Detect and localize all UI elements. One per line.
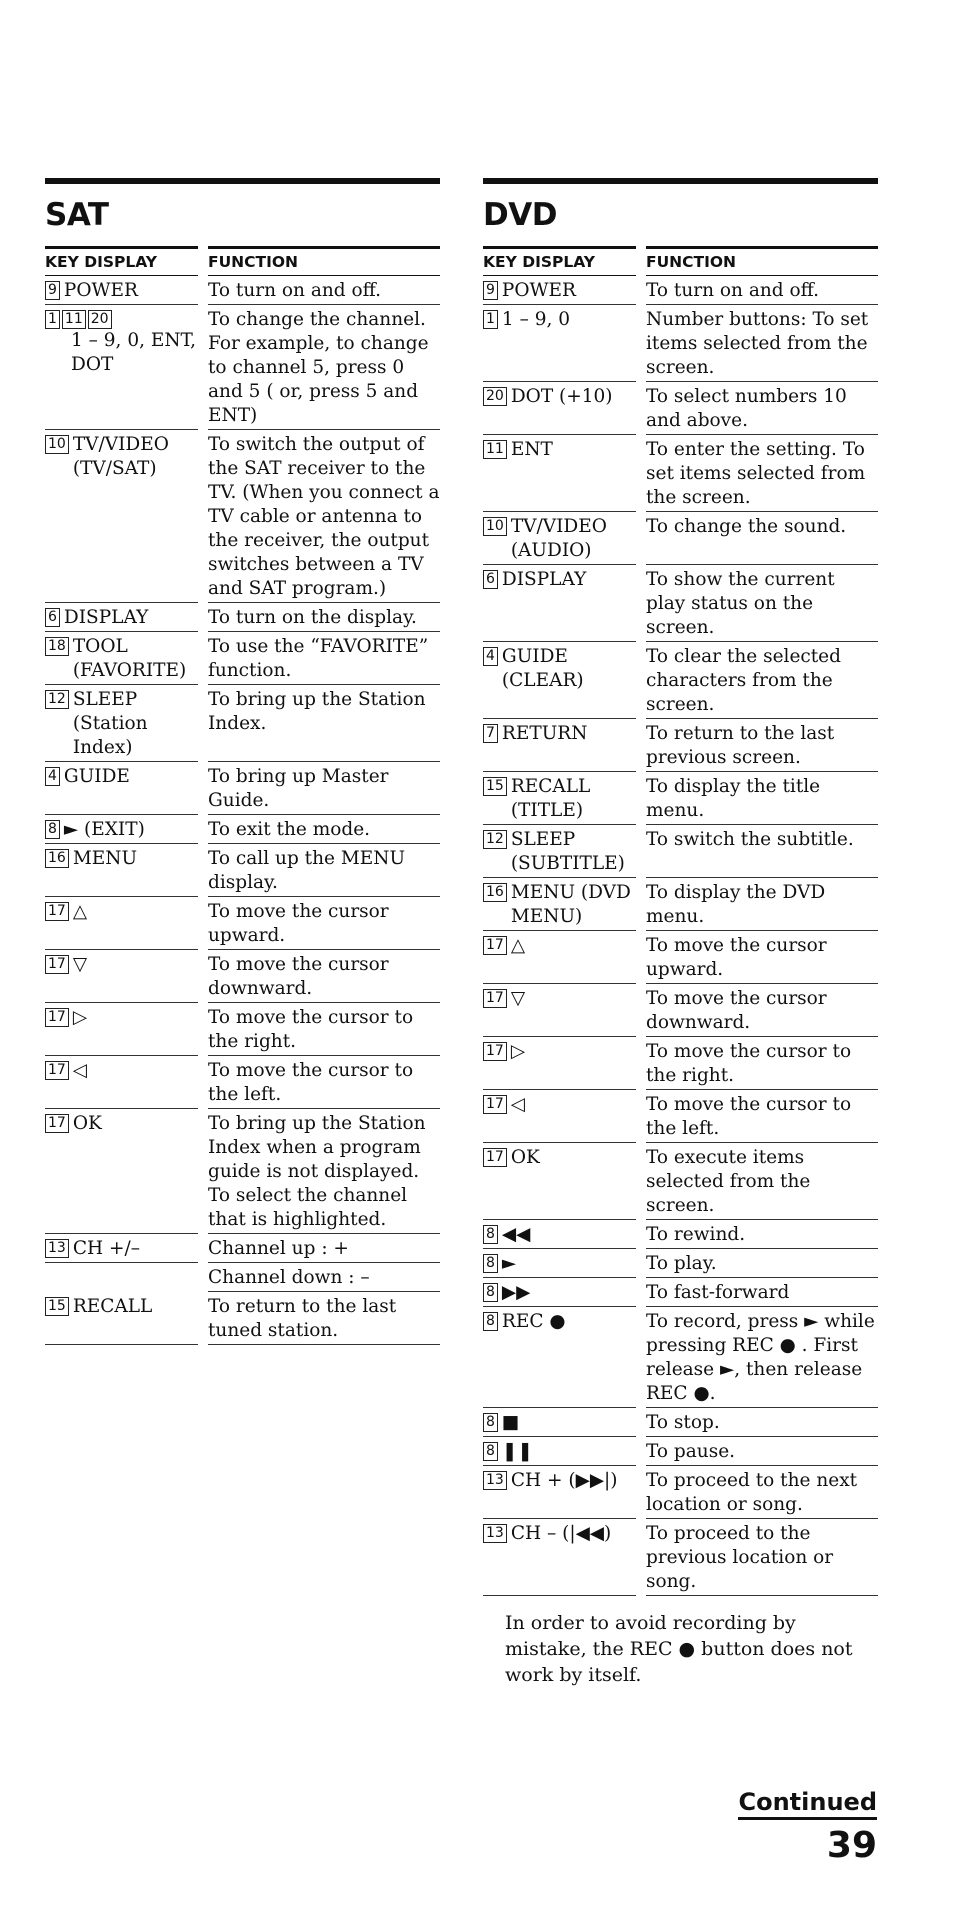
- table-row: [45, 1003, 440, 1056]
- key-number-badge: 6: [45, 608, 60, 627]
- function-cell: To move the cursor to the left.: [208, 1056, 440, 1109]
- key-display-cell: [45, 950, 198, 1003]
- key-name: OK: [510, 1147, 540, 1168]
- table-row: [45, 762, 440, 815]
- key-number-badge: 17: [45, 1061, 69, 1080]
- key-display-cell: [45, 632, 198, 685]
- key-display-cell: [45, 762, 198, 815]
- table-row: [483, 642, 878, 719]
- table-row: [483, 878, 878, 931]
- function-cell: To display the title menu.: [646, 772, 878, 825]
- key-name: ▽: [72, 954, 88, 975]
- function-cell: To switch the subtitle.: [646, 825, 878, 878]
- table-row: [483, 1408, 878, 1437]
- key-name: MENU: [72, 848, 138, 869]
- continued-label: Continued: [738, 1787, 877, 1820]
- table-row: [483, 825, 878, 878]
- function-cell: To proceed to the next location or song.: [646, 1466, 878, 1519]
- key-number-badge: 7: [483, 724, 498, 743]
- table-row: [483, 1437, 878, 1466]
- key-number-badge: 17: [483, 989, 507, 1008]
- function-cell: To return to the last previous screen.: [646, 719, 878, 772]
- key-name: RETURN: [501, 723, 588, 744]
- key-display-cell: [45, 815, 198, 844]
- key-number-badge: 6: [483, 570, 498, 589]
- function-cell: To call up the MENU display.: [208, 844, 440, 897]
- key-number-badge: 15: [483, 777, 507, 796]
- dvd-header-function: FUNCTION: [646, 246, 878, 276]
- key-name: CH – (|◀◀): [510, 1523, 612, 1544]
- table-row: [483, 984, 878, 1037]
- table-row: [483, 305, 878, 382]
- key-name: ▷: [510, 1041, 526, 1062]
- key-number-badge: 16: [45, 849, 69, 868]
- key-number-badge: 20: [483, 387, 507, 406]
- key-number-badge: 17: [45, 1008, 69, 1027]
- key-number-badge: 17: [483, 1042, 507, 1061]
- sat-section: [45, 178, 440, 1345]
- table-row: [483, 1249, 878, 1278]
- key-number-badge: 17: [483, 1095, 507, 1114]
- key-display-cell: [483, 382, 636, 435]
- function-cell: To enter the setting. To set items selected from the screen.: [646, 435, 878, 512]
- key-display-cell: [483, 1519, 636, 1596]
- key-number-badge: 17: [483, 936, 507, 955]
- key-number-badge: 17: [45, 902, 69, 921]
- function-cell: Channel down : –: [208, 1263, 440, 1292]
- table-row: [45, 685, 440, 762]
- dvd-table-header: [483, 246, 878, 276]
- key-number-badge: 8: [483, 1442, 498, 1461]
- page-number: 39: [826, 1825, 877, 1866]
- sat-title: SAT: [45, 197, 109, 233]
- dvd-table: [483, 276, 878, 1596]
- function-cell: To move the cursor to the right.: [646, 1037, 878, 1090]
- table-row: [483, 276, 878, 305]
- key-name: POWER: [501, 280, 576, 301]
- function-cell: To move the cursor to the left.: [646, 1090, 878, 1143]
- table-row: [45, 1292, 440, 1345]
- key-display-cell: [45, 305, 198, 430]
- key-name: REC ●: [501, 1311, 566, 1332]
- key-display-cell: [483, 642, 636, 719]
- table-row: [483, 512, 878, 565]
- key-number-badge: 17: [45, 955, 69, 974]
- key-number-badge: 9: [483, 281, 498, 300]
- key-display-cell: [483, 1220, 636, 1249]
- table-row: [45, 844, 440, 897]
- table-row: [483, 1466, 878, 1519]
- key-number-badge: 13: [483, 1524, 507, 1543]
- key-display-cell: [45, 844, 198, 897]
- key-display-cell: [483, 276, 636, 305]
- key-name: 1 – 9, 0: [501, 309, 571, 330]
- table-row: [483, 931, 878, 984]
- key-display-cell: [483, 512, 636, 565]
- key-display-cell: [483, 435, 636, 512]
- function-cell: To change the channel. For example, to change to channel 5, press 0 and 5 ( or, press 5 and ENT): [208, 305, 440, 430]
- key-display-cell: [45, 685, 198, 762]
- key-name: RECALL (TITLE): [510, 776, 591, 821]
- key-name: 1 – 9, 0, ENT, DOT: [71, 330, 197, 375]
- key-name: RECALL: [72, 1296, 153, 1317]
- key-display-cell: [45, 430, 198, 603]
- function-cell: To move the cursor downward.: [208, 950, 440, 1003]
- key-display-cell: [483, 565, 636, 642]
- key-name: DISPLAY: [63, 607, 149, 628]
- key-name: △: [510, 935, 526, 956]
- table-row: [483, 1220, 878, 1249]
- key-display-cell: [483, 1249, 636, 1278]
- dvd-top-rule: [483, 178, 878, 184]
- dvd-section: [483, 178, 878, 1688]
- function-cell: To proceed to the previous location or song.: [646, 1519, 878, 1596]
- function-cell: To move the cursor upward.: [646, 931, 878, 984]
- dvd-title: DVD: [483, 197, 557, 233]
- function-cell: To turn on the display.: [208, 603, 440, 632]
- key-display-cell: [45, 1003, 198, 1056]
- function-cell: To move the cursor to the right.: [208, 1003, 440, 1056]
- key-number-badge: 11: [483, 440, 507, 459]
- table-row: [483, 1037, 878, 1090]
- function-cell: Number buttons: To set items selected from the screen.: [646, 305, 878, 382]
- key-name: △: [72, 901, 88, 922]
- table-row: [483, 1307, 878, 1408]
- function-cell: To turn on and off.: [646, 276, 878, 305]
- sat-header-key: KEY DISPLAY: [45, 246, 198, 276]
- function-cell: To select numbers 10 and above.: [646, 382, 878, 435]
- key-name: GUIDE: [63, 766, 130, 787]
- function-cell: To display the DVD menu.: [646, 878, 878, 931]
- function-cell: To turn on and off.: [208, 276, 440, 305]
- function-cell: To use the “FAVORITE” function.: [208, 632, 440, 685]
- key-display-cell: [45, 603, 198, 632]
- key-number-badge: 8: [483, 1413, 498, 1432]
- function-cell: To play.: [646, 1249, 878, 1278]
- table-row: [483, 1090, 878, 1143]
- table-row: [45, 1263, 440, 1292]
- key-display-cell: [483, 719, 636, 772]
- key-name: DISPLAY: [501, 569, 587, 590]
- function-cell: To execute items selected from the screen.: [646, 1143, 878, 1220]
- table-row: [45, 950, 440, 1003]
- function-cell: To stop.: [646, 1408, 878, 1437]
- key-display-cell: [45, 1263, 198, 1292]
- key-name: TV/VIDEO (AUDIO): [510, 516, 607, 561]
- key-number-badge: 10: [45, 435, 69, 454]
- key-display-cell: [45, 1056, 198, 1109]
- key-display-cell: [483, 931, 636, 984]
- key-name: ❚❚: [501, 1441, 533, 1462]
- table-row: [483, 719, 878, 772]
- key-name: DOT (+10): [510, 386, 613, 407]
- table-row: [45, 305, 440, 430]
- key-name: TOOL (FAVORITE): [72, 636, 187, 681]
- function-cell: To show the current play status on the screen.: [646, 565, 878, 642]
- function-cell: To clear the selected characters from the screen.: [646, 642, 878, 719]
- table-row: [45, 897, 440, 950]
- key-name: SLEEP (Station Index): [72, 689, 148, 758]
- function-cell: To return to the last tuned station.: [208, 1292, 440, 1345]
- function-cell: Channel up : +: [208, 1234, 440, 1263]
- sat-table: [45, 276, 440, 1345]
- key-number-badge: 16: [483, 883, 507, 902]
- table-row: [45, 1109, 440, 1234]
- key-number-badge: 8: [483, 1225, 498, 1244]
- key-display-cell: [45, 1109, 198, 1234]
- table-row: [483, 772, 878, 825]
- key-number-badge: 4: [483, 647, 498, 666]
- key-number-badge: 17: [45, 1114, 69, 1133]
- key-display-cell: [483, 1307, 636, 1408]
- key-display-cell: [483, 878, 636, 931]
- key-number-badge: 8: [483, 1283, 498, 1302]
- table-row: [483, 382, 878, 435]
- sat-top-rule: [45, 178, 440, 184]
- key-name: GUIDE (CLEAR): [501, 646, 584, 691]
- key-display-cell: [45, 897, 198, 950]
- key-number-badge: 10: [483, 517, 507, 536]
- table-row: [483, 565, 878, 642]
- function-cell: To move the cursor downward.: [646, 984, 878, 1037]
- key-name: SLEEP (SUBTITLE): [510, 829, 625, 874]
- table-row: [483, 1278, 878, 1307]
- function-cell: To switch the output of the SAT receiver to the TV. (When you connect a TV cable or antenna to the receiver, the output switches between a TV and SAT program.): [208, 430, 440, 603]
- key-number-badge: 12: [45, 690, 69, 709]
- key-name: ▽: [510, 988, 526, 1009]
- key-name: POWER: [63, 280, 138, 301]
- dvd-note: In order to avoid recording by mistake, the REC ● button does not work by itself.: [505, 1612, 853, 1686]
- key-name: ► (EXIT): [63, 819, 145, 840]
- key-name: ▶▶: [501, 1282, 531, 1303]
- key-display-cell: [483, 1466, 636, 1519]
- table-row: [45, 1056, 440, 1109]
- key-name: ▷: [72, 1007, 88, 1028]
- key-number-badge: 1: [483, 310, 498, 329]
- function-cell: To exit the mode.: [208, 815, 440, 844]
- key-number-badge: 8: [45, 820, 60, 839]
- key-display-cell: [45, 1234, 198, 1263]
- key-number-badge: 11: [62, 310, 86, 329]
- key-name: ◁: [510, 1094, 526, 1115]
- key-name: MENU (DVD MENU): [510, 882, 631, 927]
- function-cell: To change the sound.: [646, 512, 878, 565]
- key-number-badge: 9: [45, 281, 60, 300]
- key-display-cell: [483, 1037, 636, 1090]
- key-number-badge: 4: [45, 767, 60, 786]
- key-display-cell: [483, 984, 636, 1037]
- function-cell: To bring up the Station Index.: [208, 685, 440, 762]
- table-row: [45, 276, 440, 305]
- key-name: OK: [72, 1113, 102, 1134]
- table-row: [45, 430, 440, 603]
- dvd-header-key: KEY DISPLAY: [483, 246, 636, 276]
- key-display-cell: [45, 276, 198, 305]
- key-number-badge: 13: [45, 1239, 69, 1258]
- function-cell: To bring up the Station Index when a program guide is not displayed. To select the channel that is highlighted.: [208, 1109, 440, 1234]
- key-number-badge: 20: [88, 310, 112, 329]
- function-cell: To bring up Master Guide.: [208, 762, 440, 815]
- key-number-badge: 17: [483, 1148, 507, 1167]
- function-cell: To move the cursor upward.: [208, 897, 440, 950]
- table-row: [45, 603, 440, 632]
- sat-header-function: FUNCTION: [208, 246, 440, 276]
- key-number-badge: 18: [45, 637, 69, 656]
- table-row: [45, 632, 440, 685]
- key-name: ►: [501, 1253, 517, 1274]
- key-name: TV/VIDEO (TV/SAT): [72, 434, 169, 479]
- key-display-cell: [483, 1437, 636, 1466]
- table-row: [483, 1143, 878, 1220]
- table-row: [483, 1519, 878, 1596]
- function-cell: To rewind.: [646, 1220, 878, 1249]
- key-number-badge: 12: [483, 830, 507, 849]
- key-name: ■: [501, 1412, 520, 1433]
- function-cell: To pause.: [646, 1437, 878, 1466]
- key-display-cell: [483, 1278, 636, 1307]
- key-display-cell: [483, 305, 636, 382]
- key-number-badge: 8: [483, 1254, 498, 1273]
- table-row: [45, 815, 440, 844]
- key-display-cell: [483, 1143, 636, 1220]
- function-cell: To record, press ► while pressing REC ● . First release ►, then release REC ●.: [646, 1307, 878, 1408]
- function-cell: To fast-forward: [646, 1278, 878, 1307]
- key-display-cell: [483, 1408, 636, 1437]
- key-name: ◁: [72, 1060, 88, 1081]
- key-number-badge: 15: [45, 1297, 69, 1316]
- key-display-cell: [45, 1292, 198, 1345]
- key-display-cell: [483, 772, 636, 825]
- key-display-cell: [483, 825, 636, 878]
- table-row: [483, 435, 878, 512]
- key-name: CH + (▶▶|): [510, 1470, 618, 1491]
- key-number-badge: 1: [45, 310, 60, 329]
- sat-table-header: [45, 246, 440, 276]
- key-name: CH +/–: [72, 1238, 140, 1259]
- key-display-cell: [483, 1090, 636, 1143]
- key-name: ◀◀: [501, 1224, 531, 1245]
- table-row: [45, 1234, 440, 1263]
- key-name: ENT: [510, 439, 553, 460]
- key-number-badge: 13: [483, 1471, 507, 1490]
- key-number-badge: 8: [483, 1312, 498, 1331]
